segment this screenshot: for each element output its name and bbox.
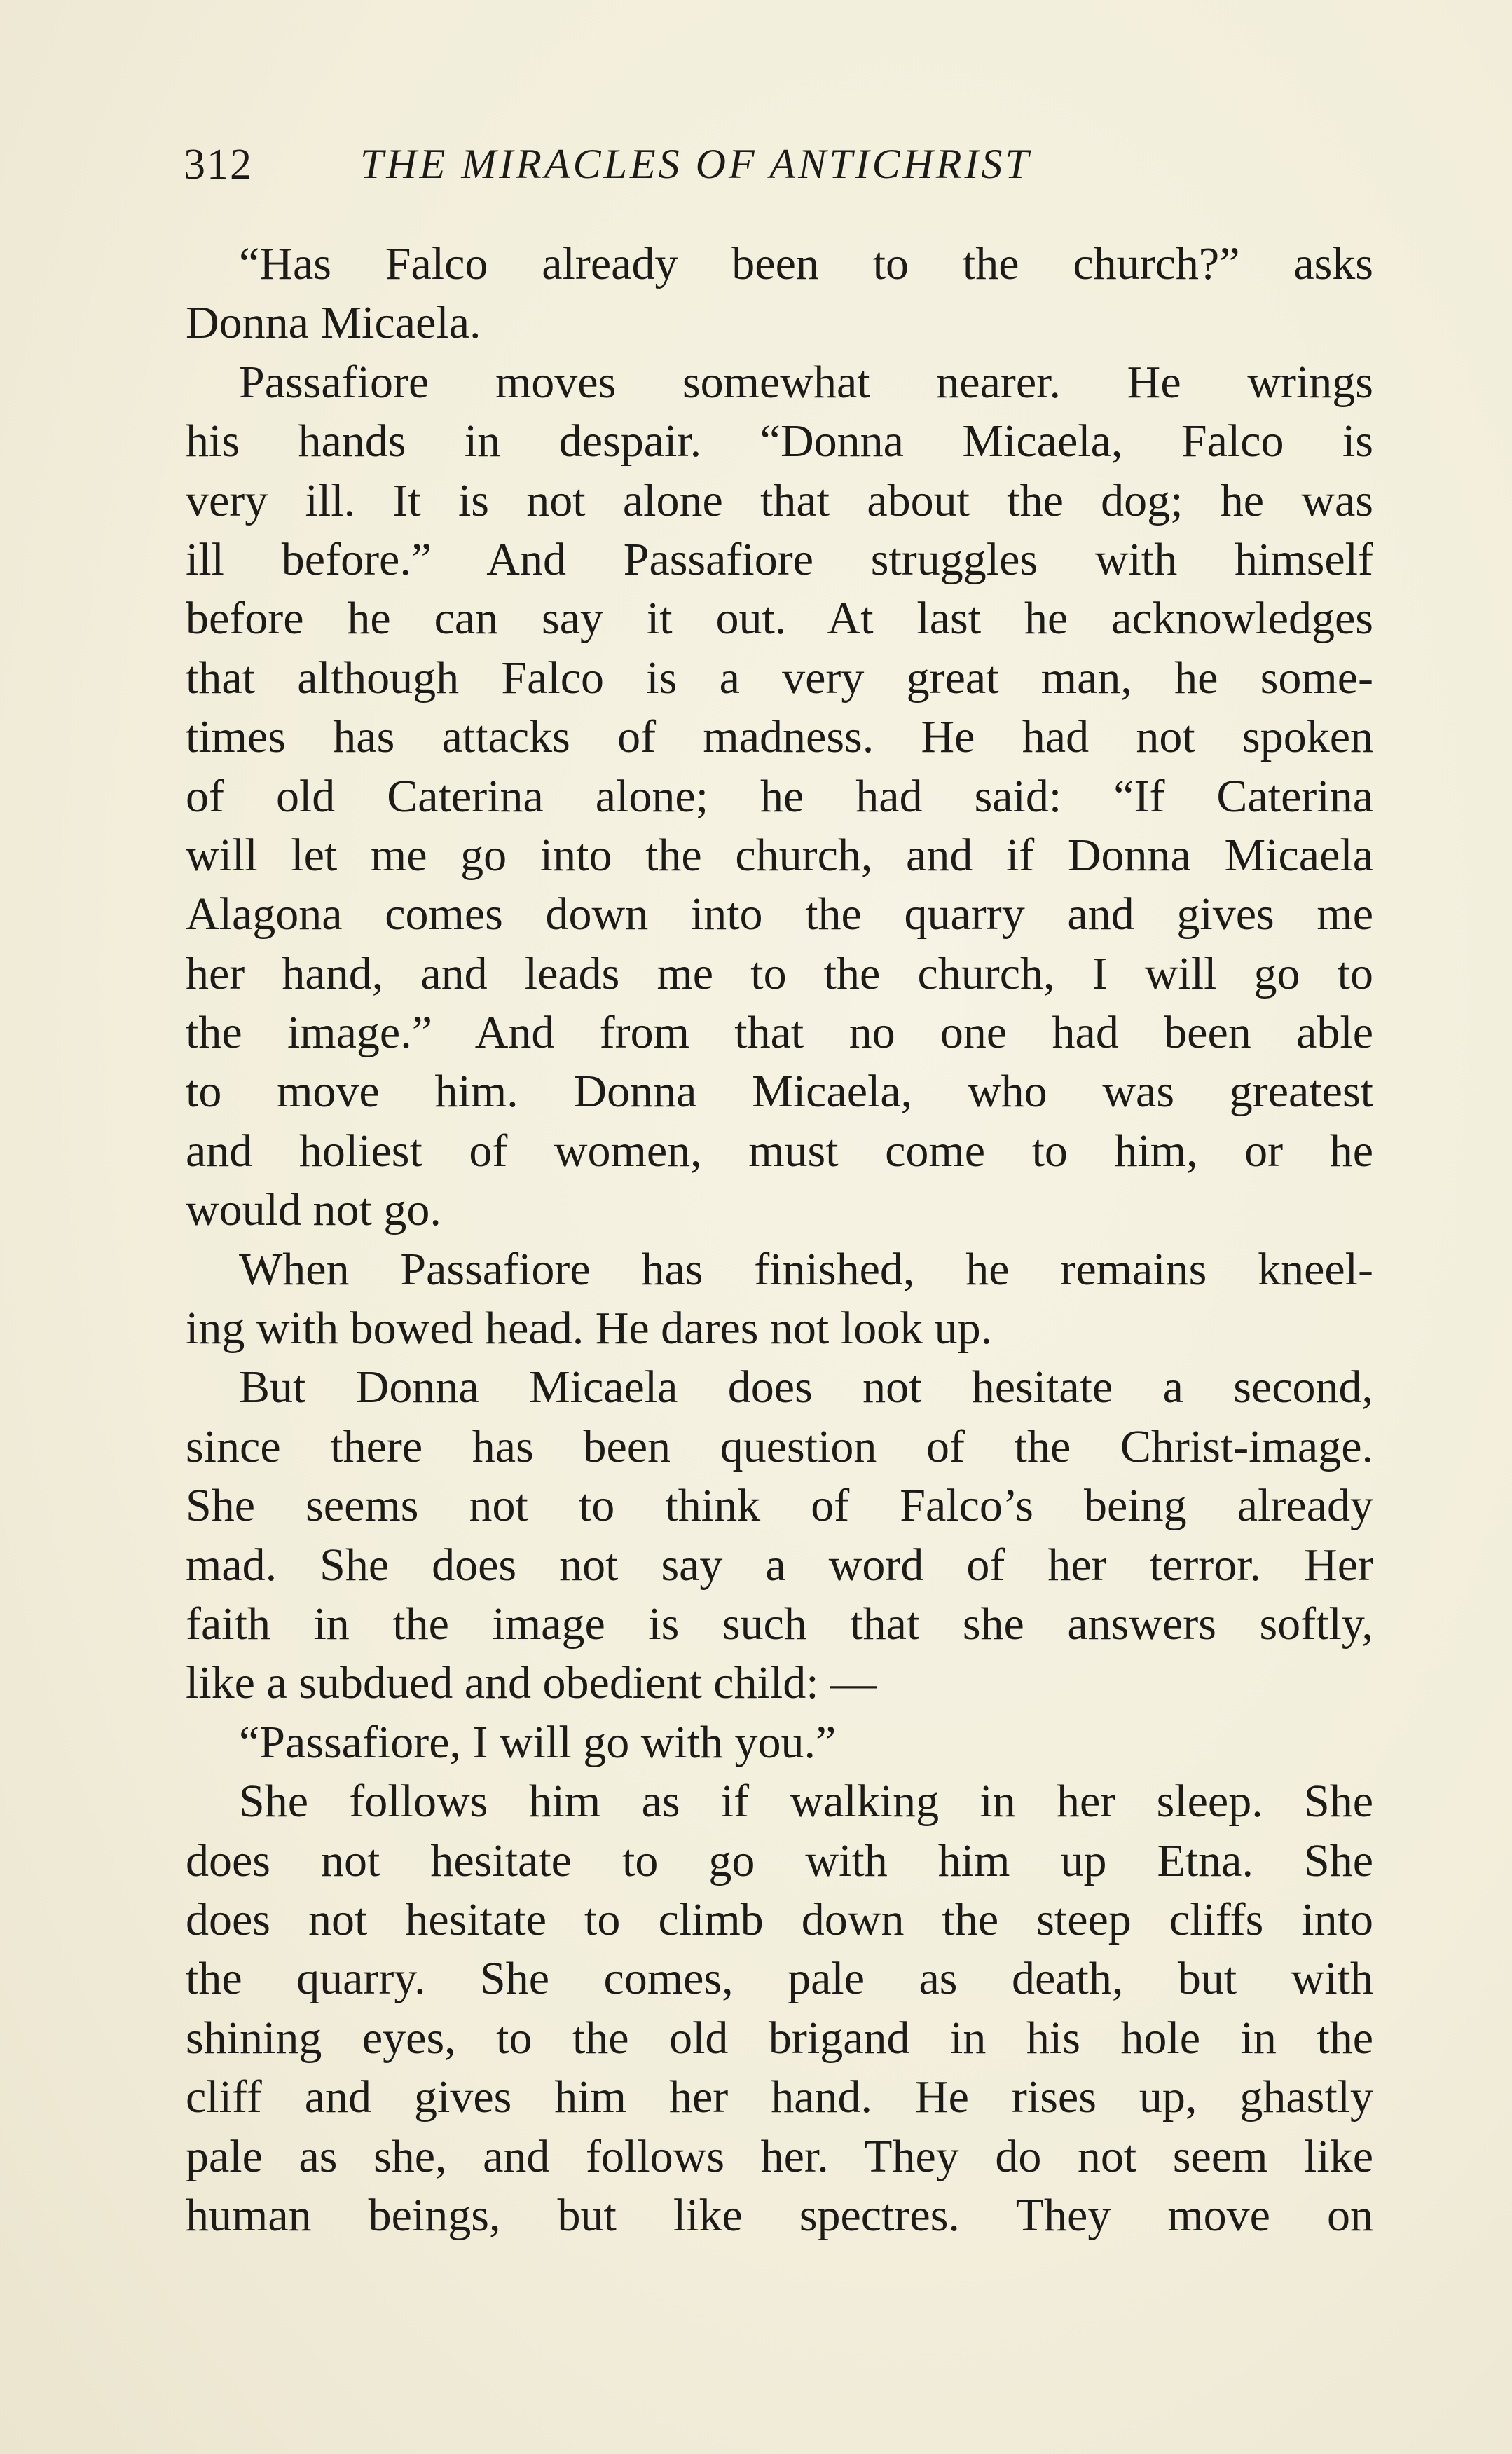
text-line: human beings, but like spectres. They move on xyxy=(186,2189,1373,2241)
text-line: does not hesitate to go with him up Etna. She xyxy=(186,1835,1373,1886)
text-line: does not hesitate to climb down the steep cliffs into xyxy=(186,1893,1373,1945)
page-header xyxy=(184,140,1375,203)
text-line: faith in the image is such that she answers softly, xyxy=(186,1598,1373,1650)
text-line: of old Caterina alone; he had said: “If Caterina xyxy=(186,770,1373,822)
text-line: her hand, and leads me to the church, I will go to xyxy=(186,947,1373,999)
text-line: ing with bowed head. He dares not look up. xyxy=(186,1303,993,1355)
text-line: Alagona comes down into the quarry and gives me xyxy=(186,889,1373,940)
text-line: But Donna Micaela does not hesitate a second, xyxy=(239,1362,1373,1413)
page-number: 312 xyxy=(184,141,253,188)
text-line: cliff and gives him her hand. He rises up, ghastly xyxy=(186,2071,1373,2123)
text-line: She seems not to think of Falco’s being already xyxy=(186,1480,1373,1532)
text-line: shining eyes, to the old brigand in his hole in the xyxy=(186,2012,1373,2064)
text-line: and holiest of women, must come to him, or he xyxy=(186,1125,1373,1177)
text-line: “Has Falco already been to the church?” asks xyxy=(239,238,1373,289)
body-text xyxy=(186,235,1373,2245)
text-line: very ill. It is not alone that about the dog; he was xyxy=(186,474,1373,526)
text-line: Donna Micaela. xyxy=(186,297,481,349)
text-line: ill before.” And Passafiore struggles with himself xyxy=(186,533,1373,585)
text-line: before he can say it out. At last he acknowledges xyxy=(186,593,1373,645)
text-line: since there has been question of the Christ-image. xyxy=(186,1420,1373,1472)
text-line: to move him. Donna Micaela, who was greatest xyxy=(186,1066,1373,1118)
text-line: will let me go into the church, and if Donna Micaela xyxy=(186,829,1373,881)
text-line: mad. She does not say a word of her terror. Her xyxy=(186,1539,1373,1591)
text-line: When Passafiore has finished, he remains kneel- xyxy=(239,1243,1373,1295)
text-line: like a subdued and obedient child: — xyxy=(186,1657,877,1709)
text-line: that although Falco is a very great man, he some- xyxy=(186,652,1373,704)
text-line: Passafiore moves somewhat nearer. He wrings xyxy=(239,356,1373,408)
text-line: would not go. xyxy=(186,1184,441,1236)
text-line: his hands in despair. “Donna Micaela, Falco is xyxy=(186,416,1373,467)
running-title: THE MIRACLES OF ANTICHRIST xyxy=(360,141,1031,187)
text-line: times has attacks of madness. He had not spoken xyxy=(186,711,1373,763)
text-line: “Passafiore, I will go with you.” xyxy=(239,1716,837,1768)
text-line: the image.” And from that no one had been able xyxy=(186,1007,1373,1059)
text-line: She follows him as if walking in her sleep. She xyxy=(239,1776,1373,1828)
text-line: the quarry. She comes, pale as death, but with xyxy=(186,1953,1373,2005)
text-line: pale as she, and follows her. They do not seem like xyxy=(186,2130,1373,2182)
